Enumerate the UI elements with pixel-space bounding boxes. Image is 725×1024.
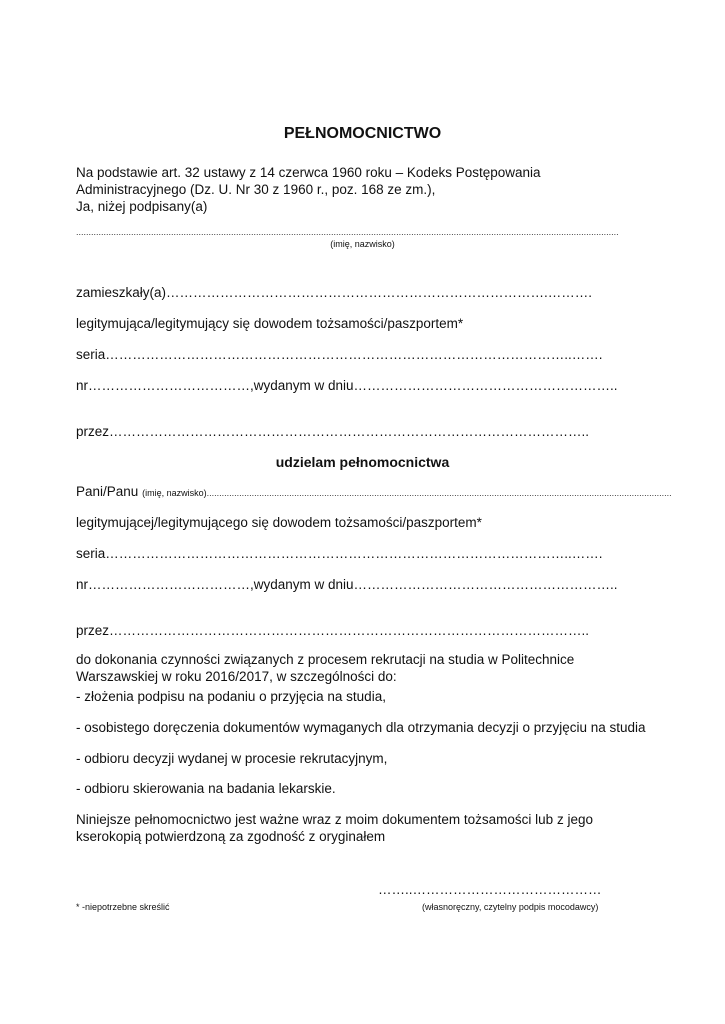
- grantor-id-document: legitymująca/legitymujący się dowodem tożsamości/paszportem*: [76, 316, 464, 331]
- attorney-number-field[interactable]: nr………………………………,wydanym w dniu…………………………………………………..: [76, 577, 618, 592]
- grantor-name-caption: (imię, nazwisko): [330, 239, 395, 249]
- document-title: PEŁNOMOCNICTWO: [283, 125, 442, 142]
- scope-line-1: do dokonania czynności związanych z procesem rekrutacji na studia w Politechnice: [76, 652, 575, 667]
- scope-item-2: - osobistego doręczenia dokumentów wymaganych dla otrzymania decyzji o przyjęciu na studia: [76, 720, 646, 735]
- grantor-address-field[interactable]: zamieszkały(a)………………………………………………………………………….……….: [76, 285, 593, 300]
- signature-caption: (własnoręczny, czytelny podpis mocodawcy): [422, 902, 599, 912]
- attorney-id-document: legitymującej/legitymującego się dowodem tożsamości/paszportem*: [76, 515, 482, 530]
- attorney-name-field[interactable]: [76, 484, 672, 499]
- grantor-series-field[interactable]: seria…………………………………………………………………………………………..…….: [76, 347, 603, 362]
- attorney-issued-by-field[interactable]: przez……………………………………………………………………………………………..: [76, 623, 590, 638]
- scope-item-3: - odbioru decyzji wydanej w procesie rekrutacyjnym,: [76, 751, 388, 766]
- attorney-series-field[interactable]: seria…………………………………………………………………………………………..…….: [76, 546, 603, 561]
- intro-line-2: Administracyjnego (Dz. U. Nr 30 z 1960 r., poz. 168 ze zm.),: [76, 182, 436, 197]
- intro-line-3: Ja, niżej podpisany(a): [76, 199, 208, 214]
- grant-heading: udzielam pełnomocnictwa: [275, 454, 450, 470]
- signature-field[interactable]: ……..……………………………………: [378, 882, 602, 897]
- validity-line-2: kserokopią potwierdzoną za zgodność z oryginałem: [76, 829, 386, 844]
- attorney-name-caption: (imię, nazwisko): [142, 488, 207, 498]
- intro-line-1: Na podstawie art. 32 ustawy z 14 czerwca 1960 roku – Kodeks Postępowania: [76, 165, 541, 180]
- scope-item-4: - odbioru skierowania na badania lekarskie.: [76, 781, 336, 796]
- attorney-label: Pani/Panu: [76, 484, 139, 499]
- attorney-name-dots: ..........................................................................................................................................................................................: [206, 488, 672, 498]
- scope-item-1: - złożenia podpisu na podaniu o przyjęcia na studia,: [76, 689, 386, 704]
- scope-line-2: Warszawskiej w roku 2016/2017, w szczególności do:: [76, 669, 397, 684]
- grantor-number-field[interactable]: nr………………………………,wydanym w dniu…………………………………………………..: [76, 378, 618, 393]
- validity-line-1: Niniejsze pełnomocnictwo jest ważne wraz z moim dokumentem tożsamości lub z jego: [76, 812, 593, 827]
- grantor-issued-by-field[interactable]: przez……………………………………………………………………………………………..: [76, 424, 590, 439]
- grantor-name-field[interactable]: .........................................................................................................................................................................................................................: [76, 227, 619, 237]
- footnote: * -niepotrzebne skreślić: [76, 902, 170, 912]
